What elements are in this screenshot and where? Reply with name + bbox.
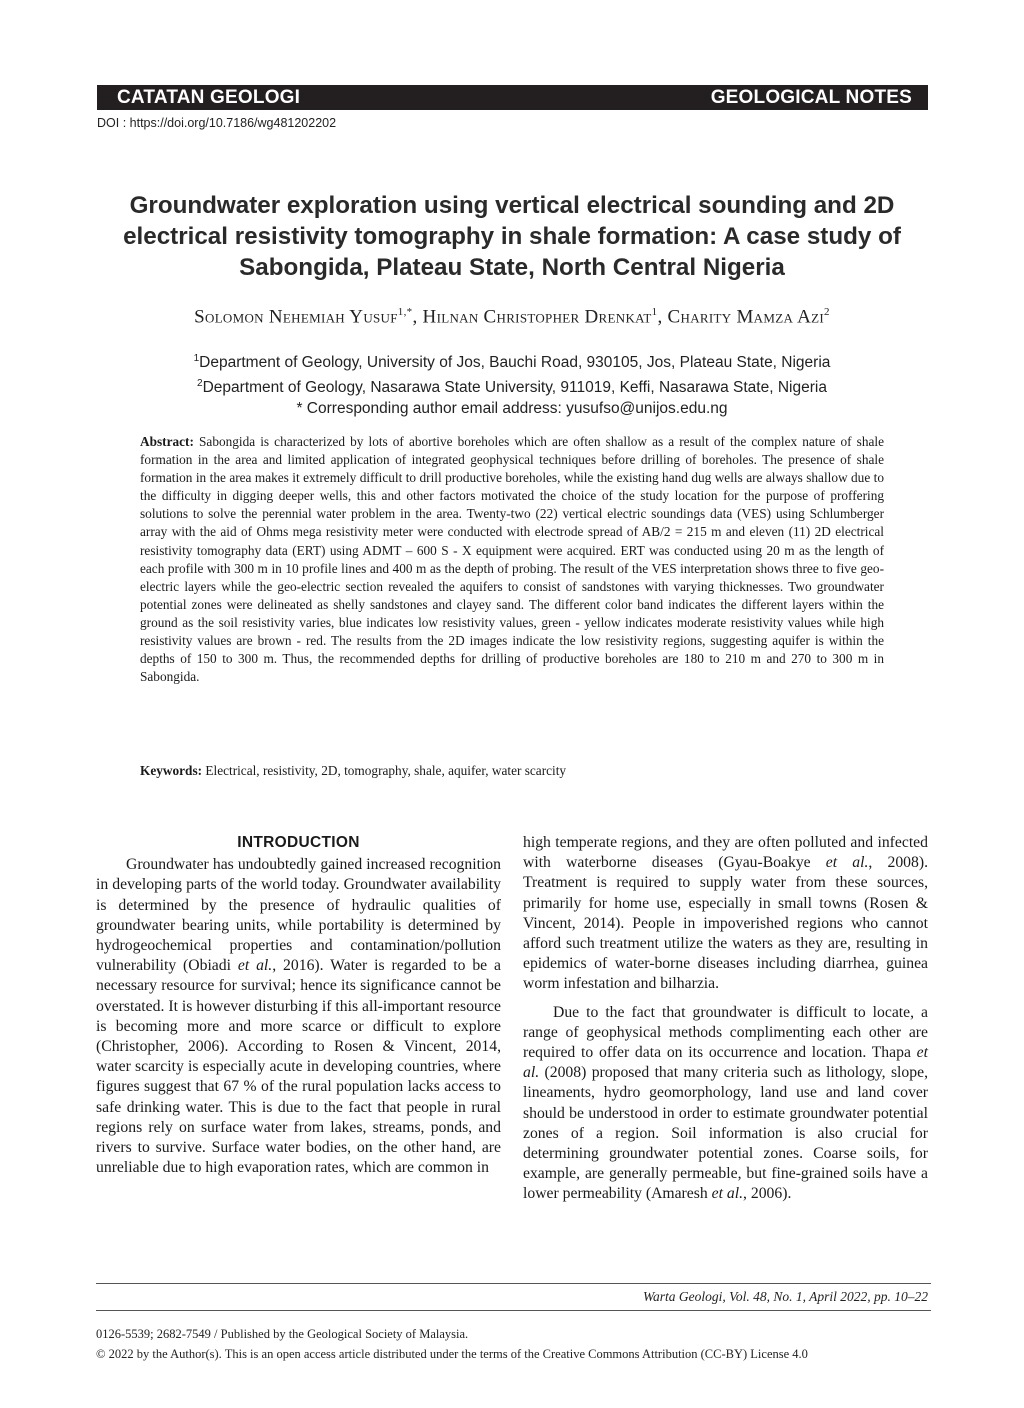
doi-line (97, 116, 336, 130)
abstract-label: Abstract: (140, 434, 194, 449)
body-column-right (523, 833, 928, 1205)
affiliation-text: Department of Geology, University of Jos, Bauchi Road, 930105, Jos, Plateau State, Nigeria (199, 354, 831, 372)
affiliation-mark: 2 (197, 378, 203, 390)
keywords-text: Electrical, resistivity, 2D, tomography, shale, aquifer, water scarcity (205, 763, 567, 778)
affiliation-mark: 1 (193, 353, 200, 364)
text-run: Groundwater has undoubtedly gained increased recognition in developing parts of the world today. Groundwater availability is determined by the presence of hydraulic qualities of groundwater bearing units, while portability is determined by hydrogeochemical properties and contamination/pollution vulnerability (Obiadi (96, 856, 501, 975)
paragraph-gap (523, 995, 928, 1003)
license-line: © 2022 by the Author(s). This is an open access article distributed under the terms of the Creative Commons Attribution (CC-BY) License 4.0 (96, 1347, 808, 1361)
footer-divider-top (96, 1283, 931, 1284)
affiliation-line (140, 348, 884, 373)
text-run: (2008) proposed that many criteria such as lithology, slope, lineaments, hydro geomorphology, land use and land cover should be understood in order to estimate groundwater potential zones of a region. Soil information is also crucial for determining groundwater potential zones. Coarse soils, for example, are generally permeable, but fine-grained soils have a lower permeability (Amaresh (523, 1064, 928, 1203)
issn-publisher-line: 0126-5539; 2682-7549 / Published by the Geological Society of Malaysia. (96, 1327, 469, 1341)
intro-paragraph-2 (523, 1003, 928, 1205)
author-affiliation-mark: 2 (824, 306, 830, 318)
journal-citation: Warta Geologi, Vol. 48, No. 1, April 2022, pp. 10–22 (642, 1289, 928, 1304)
intro-paragraph-1 (96, 855, 501, 1178)
doi-link[interactable]: https://doi.org/10.7186/wg481202202 (129, 116, 337, 130)
text-run: , 2016). Water is regarded to be a necessary resource for survival; hence its significance cannot be overstated. It is however disturbing if this all-important resource is becoming more and more scarce or difficult to explore (Christopher, 2006). According to Rosen & Vincent, 2014, water scarcity is especially acute in developing countries, where figures suggest that 67 % of the rural population lacks access to safe drinking water. This is due to the fact that people in rural regions rely on surface water from lakes, streams, ponds, and rivers to survive. Surface water bodies, on the other hand, are unreliable due to high evaporation rates, which are common in (96, 957, 501, 1177)
affiliation-line (140, 373, 884, 398)
paper-title: Groundwater exploration using vertical electrical sounding and 2D electrical resistivity tomography in shale formation: A case study of Sabongida, Plateau State, North Central Nigeria (123, 192, 901, 281)
banner-right-label: GEOLOGICAL NOTES (710, 86, 912, 108)
text-run-italic: et al. (711, 1185, 743, 1203)
author-affiliation-mark: 1,* (397, 306, 413, 318)
author-name: Hilnan Christopher Drenkat (422, 306, 652, 328)
affiliations (140, 348, 884, 419)
section-heading-introduction: INTRODUCTION (237, 834, 360, 851)
banner-left-label: CATATAN GEOLOGI (117, 86, 301, 108)
abstract-text: Sabongida is characterized by lots of abortive boreholes which are often shallow as a result of the complex nature of shale formation in the area and limited application of integrated geophysical techniques before drilling of boreholes. The presence of shale formation in the area makes it extremely difficult to drill productive boreholes, while the existing hand dug wells are always shallow due to the difficulty in digging deeper wells, this and other factors motivated the choice of the study location for the purpose of proffering solutions to solve the perennial water problem in the area. Twenty-two (22) vertical electric soundings data (VES) using Schlumberger array with the aid of Ohms mega resistivity meter were conducted with electrode spread of AB/2 = 215 m and eleven (11) 2D electrical resistivity tomography data (ERT) using ADMT – 600 S - X equipment were acquired. ERT was conducted using 20 m as the length of each profile with 300 m in 10 profile lines and 400 m as the depth of probing. The result of the VES interpretation shows three to five geo-electric layers while the geo-electric section revealed the aquifers to consist of sandstones with varying thicknesses. Two groundwater potential zones were delineated as shelly sandstones and clayey sand. The different color band indicates the different layers within the ground as the soil resistivity varies, blue indicates low resistivity values, green - yellow indicates moderate resistivity values while high resistivity values are brown - red. The results from the 2D images indicate the low resistivity regions, suggesting aquifer is within the depths of 150 to 300 m. Thus, the recommended depths for drilling of productive boreholes are 180 to 210 m and 270 to 300 m in Sabongida. (140, 434, 884, 685)
text-run: high temperate regions, and they are often polluted and infected with waterborne diseases (Gyau-Boakye (523, 834, 928, 872)
body-column-left (96, 833, 501, 1178)
author-list: Solomon Nehemiah Yusuf$^{1,*}$, Hilnan Christopher Drenkat$^1$, Charity Mamza Azi$^2$ (194, 306, 830, 328)
text-run: , 2006). (743, 1185, 792, 1203)
doi-prefix: DOI : (97, 116, 130, 130)
affiliation-text: Department of Geology, Nasarawa State University, 911019, Keffi, Nasarawa State, Nigeria (202, 379, 827, 397)
keywords (140, 762, 884, 780)
corresponding-author: * Corresponding author email address: yusufso@unijos.edu.ng (296, 400, 728, 418)
author-affiliation-mark: 1 (651, 306, 658, 318)
section-banner (97, 85, 928, 110)
author-name: Charity Mamza Azi (667, 306, 825, 328)
keywords-label: Keywords: (140, 763, 203, 778)
text-run-italic: et al. (237, 957, 273, 975)
abstract (140, 433, 884, 686)
footer-divider-bottom (96, 1310, 931, 1311)
text-run: Due to the fact that groundwater is difficult to locate, a range of geophysical methods complimenting each other are required to offer data on its occurrence and location. Thapa (523, 1003, 928, 1062)
author-name: Solomon Nehemiah Yusuf (194, 306, 398, 328)
text-run: , 2008). Treatment is required to supply water from these sources, primarily for home use, especially in small towns (Rosen & Vincent, 2014). People in impoverished regions who cannot afford such treatment utilize the waters as they are, resulting in epidemics of water-borne diseases including diarrhea, guinea worm infestation and bilharzia. (523, 854, 928, 993)
text-run-italic: et al. (523, 1044, 928, 1082)
text-run-italic: et al. (825, 854, 869, 872)
intro-paragraph-1-continued (523, 833, 928, 995)
